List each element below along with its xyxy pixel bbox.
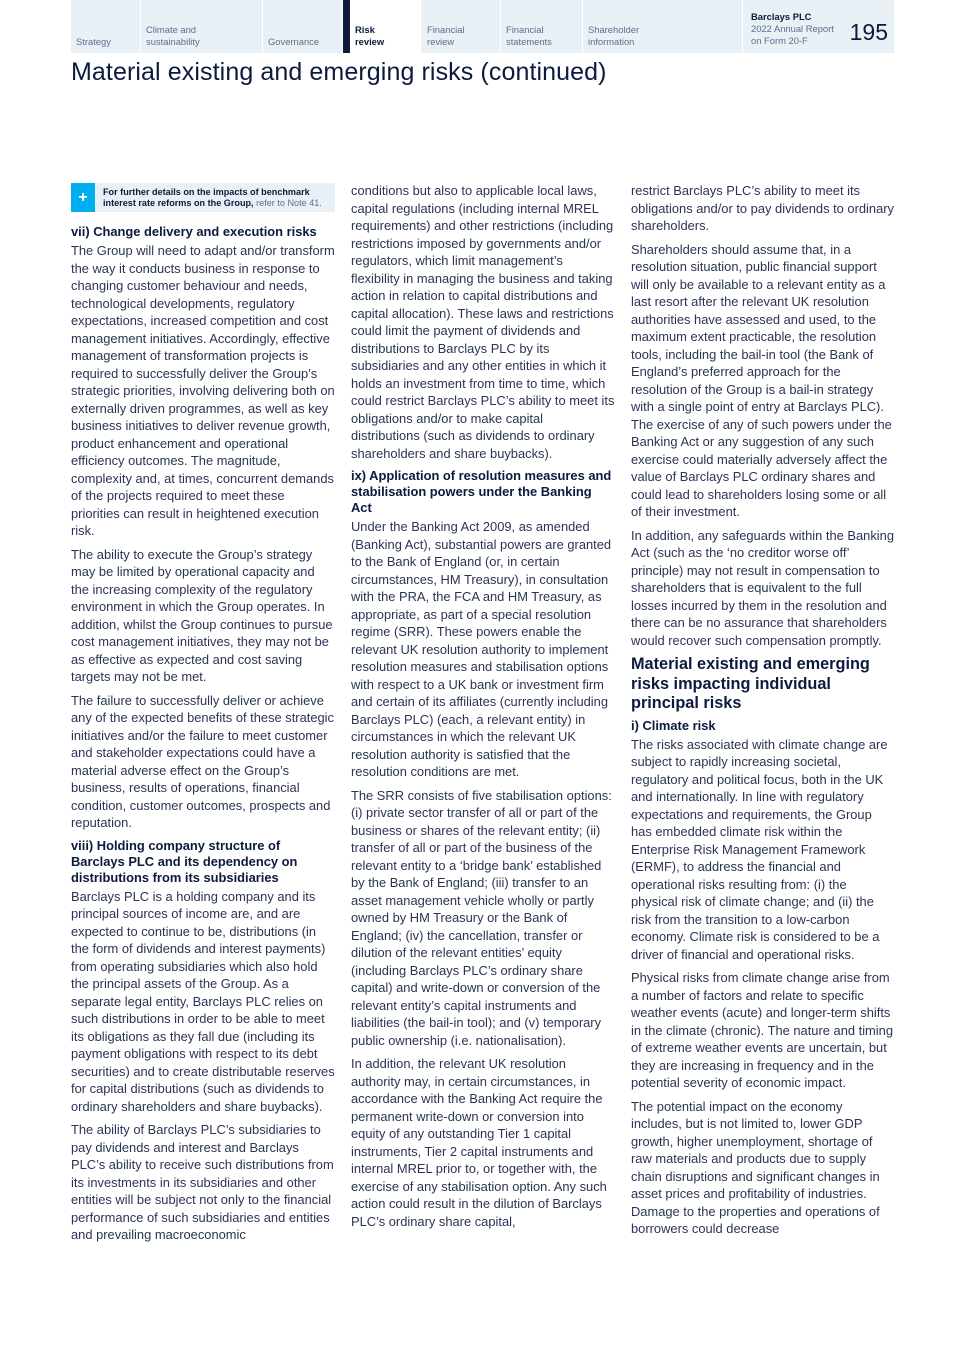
paragraph: Under the Banking Act 2009, as amended (Banking Act), substantial powers are granted to the Bank of England (or, in certain circumstances, HM Treasury), in consultation with the PRA, the FCA and HM Treasury, as appropriate, as part of a special resolution regime (SRR). These powers enable the relevant UK resolution authority to implement resolution measures and stabilisation options with respect to a UK bank or investment firm and certain of its affiliates (currently including Barclays PLC) (each, a relevant entity) in circumstances in which the relevant UK resolution authority is satisfied that the resolution conditions are met. bbox=[351, 519, 612, 779]
paragraph: In addition, any safeguards within the Banking Act (such as the ‘no creditor worse off’ principle) may not result in compensation to shareholders that is equivalent to the full losses incurred by them in the resolution and there can be no assurance that shareholders would recover such compensation promptly. bbox=[631, 527, 894, 648]
paragraph: The Group will need to adapt and/or transform the way it conducts business in response to changing customer behaviour and needs, technological developments, regulatory expectations, increased competition and cost management initiatives. Accordingly, effective management of transformation projects is required to successfully deliver the Group’s strategic priorities, involving delivering both on externally driven programmes, as well as key business initiatives to deliver revenue growth, product enhancement and operational efficiency outcomes. The magnitude, complexity and, at times, concurrent demands of the projects required to meet these priorities can result in heightened execution risk. bbox=[71, 243, 335, 538]
nav-tab-financial-statements[interactable]: Financial statements bbox=[501, 0, 583, 53]
paragraph: Shareholders should assume that, in a resolution situation, public financial support will only be available to a relevant entity as a last resort after the relevant UK resolution authorities have assessed and used, to the maximum extent practicable, the resolution tools, including the bail-in tool (the Bank of England’s preferred approach for the resolution of the Group is a bail-in strategy with a single point of entry at Barclays PLC). The exercise of any of such powers under the Banking Act or any suggestion of any such exercise could materially adversely affect the value of Barclays PLC ordinary shares and could lead to shareholders losing some or all of their investment. bbox=[631, 241, 892, 519]
paragraph: The ability of Barclays PLC’s subsidiaries to pay dividends and interest and Barclays PLC’s ability to receive such distributions from its investments in its subsidiaries and other entities will be subject not only to the financial performance of such subsidiaries and entities and prevailing macroeconomic bbox=[71, 1122, 334, 1242]
page-number: 195 bbox=[849, 19, 888, 45]
nav-tab-governance[interactable]: Governance bbox=[263, 0, 343, 53]
nav-tab-risk-review[interactable]: Risk review bbox=[343, 0, 422, 53]
section-heading-vii: vii) Change delivery and execution risks bbox=[71, 224, 317, 239]
paragraph: Physical risks from climate change arise from a number of factors and relate to specific weather events (acute) and longer-term shifts in the climate (chronic). The nature and timing of extreme weather events are uncertain, but they are increasing in frequency and in the potential severity of economic impact. bbox=[631, 970, 893, 1090]
section-heading-climate-risk: i) Climate risk bbox=[631, 717, 716, 733]
nav-tab-shareholder-information[interactable]: Shareholder information bbox=[583, 0, 743, 53]
column-1 bbox=[71, 182, 335, 1250]
column-2 bbox=[351, 182, 615, 1236]
top-navigation bbox=[71, 0, 894, 53]
further-details-note[interactable] bbox=[71, 183, 335, 212]
paragraph: conditions but also to applicable local laws, capital regulations (including internal MREL requirements) and other restrictions (including restrictions imposed by governments and/or regulators, which limit management’s flexibility in managing the business and taking action in relation to capital distributions and capital allocation). These laws and restrictions could limit the payment of dividends and distributions to Barclays PLC by its subsidiaries and any other entities in which it holds an investment from time to time, which could restrict Barclays PLC’s ability to meet its obligations and/or to make capital distributions (such as dividends to ordinary shareholders and share buybacks). bbox=[351, 183, 615, 461]
report-title: 2022 Annual Report on Form 20-F bbox=[751, 23, 834, 46]
paragraph: The SRR consists of five stabilisation options: (i) private sector transfer of all or part of the business or shares of the relevant entity; (ii) transfer of all or part of the business of the relevant entity to a ‘bridge bank’ established by the Bank of England; (iii) transfer to an asset management vehicle wholly or partly owned by HM Treasury or the Bank of England; (iv) the cancellation, transfer or dilution of the relevant entities’ equity (including Barclays PLC’s ordinary share capital) and write-down or conversion of the relevant entity’s capital instruments and liabilities (the bail-in tool); and (v) temporary public ownership (i.e. nationalisation). bbox=[351, 787, 612, 1048]
section-heading-viii: viii) Holding company structure of Barclays PLC and its dependency on distributions from its subsidiaries bbox=[71, 837, 298, 885]
page-title: Material existing and emerging risks (continued) bbox=[71, 58, 607, 86]
note-text: For further details on the impacts of benchmark interest rate reforms on the Group, refer to Note 41. bbox=[103, 187, 322, 209]
report-info bbox=[743, 0, 894, 53]
section-heading-ix: ix) Application of resolution measures and stabilisation powers under the Banking Act bbox=[351, 468, 612, 515]
paragraph: The ability to execute the Group’s strategy may be limited by operational capacity and the increasing complexity of the regulatory environment in which the Group operates. In addition, whilst the Group continues to pursue cost management initiatives, they may not be as effective as expected and cost saving targets may not be met. bbox=[71, 546, 333, 684]
paragraph: The risks associated with climate change are subject to rapidly increasing societal, regulatory and political focus, both in the UK and internationally. In line with regulatory expectations and requirements, the Group has embedded climate risk within the Enterprise Risk Management Framework (ERMF), to address the financial and operational risks resulting from: (i) the physical risk of climate change; and (ii) the risk from the transition to a low-carbon economy. Climate risk is considered to be a driver of financial and operational risks. bbox=[631, 736, 888, 962]
note-reference-link[interactable]: refer to Note 41. bbox=[253, 198, 322, 209]
nav-tab-financial-review[interactable]: Financial review bbox=[422, 0, 501, 53]
paragraph: Barclays PLC is a holding company and its principal sources of income are, and are expected to continue to be, distributions (in the form of dividends and interest payments) from operating subsidiaries which also hold the principal assets of the Group. As a separate legal entity, Barclays PLC relies on such distributions in order to be able to meet its obligations as they fall due (including its payment obligations with respect to its debt securities) and to create distributable reserves for capital distributions (such as dividends to ordinary shareholders and share buybacks). bbox=[71, 888, 335, 1114]
section-heading-main: Material existing and emerging risks impacting individual principal risks bbox=[631, 655, 870, 712]
nav-tab-strategy[interactable]: Strategy bbox=[71, 0, 141, 53]
plus-icon: + bbox=[71, 183, 95, 212]
column-3 bbox=[631, 182, 895, 1244]
paragraph: The failure to successfully deliver or achieve any of the expected benefits of these strategic initiatives and/or the failure to meet customer and stakeholder expectations could have a material adverse effect on the Group’s business, results of operations, financial condition, customer outcomes, prospects and reputation. bbox=[71, 692, 334, 830]
paragraph: In addition, the relevant UK resolution authority may, in certain circumstances, in accordance with the Banking Act require the permanent write-down or conversion into equity of any outstanding Tier 1 capital instruments, Tier 2 capital instruments and internal MREL prior to, or together with, the exercise of any stabilisation option. Any such action could result in the dilution of Barclays PLC’s ordinary share capital, bbox=[351, 1056, 607, 1229]
report-company: Barclays PLC bbox=[751, 11, 812, 22]
nav-tab-climate-and-sustainability[interactable]: Climate and sustainability bbox=[141, 0, 263, 53]
paragraph: The potential impact on the economy includes, but is not limited to, lower GDP growth, higher unemployment, shortage of raw materials and products due to supply chain disruptions and significant changes in asset prices and profitability of industries. Damage to the properties and operations of borrowers could decrease bbox=[631, 1098, 880, 1236]
paragraph: restrict Barclays PLC’s ability to meet its obligations and/or to pay dividends to ordinary shareholders. bbox=[631, 183, 894, 233]
